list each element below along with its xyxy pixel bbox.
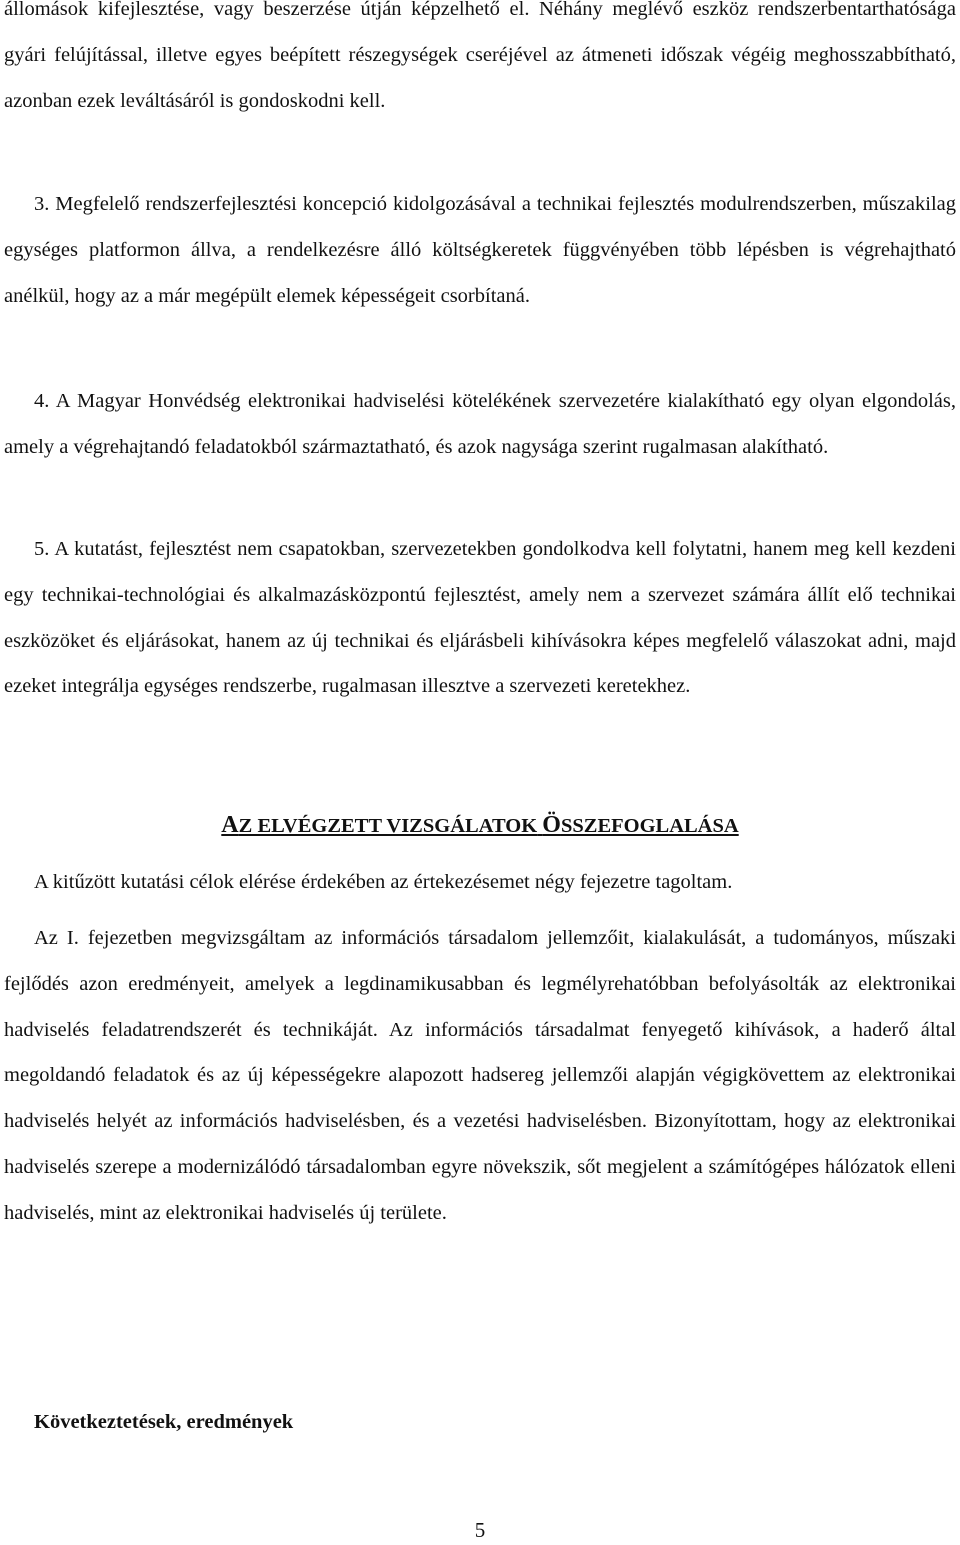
summary-intro-paragraph: A kitűzött kutatási célok elérése érdekében az értekezésemet négy fejezetre tagoltam. [34,871,733,893]
summary-heading-part-2: SSZEFOGLALÁSA [560,815,739,837]
summary-chapter-1-paragraph: Az I. fejezetben megvizsgáltam az információs társadalom jellemzőit, kialakulását, a tudományos, műszaki fejlődés azon eredményeit, amelyek a legdinamikusabban és legmélyrehatóbban befolyásolták az elektronikai hadviselés feladatrendszerét és technikáját. Az információs társadalmat fenyegető kihívások, a haderő által megoldandó feladatok és az új képességekre alapozott hadsereg jellemzői alapján végigkövettem az elektronikai hadviselés helyét az információs hadviselésben, és a vezetési hadviselésben. Bizonyítottam, hogy az elektronikai hadviselés szerepe a modernizálódó társadalomban egyre növekszik, sőt megjelent a számítógépes hálózatok elleni hadviselés, mint az elektronikai hadviselés új területe. [4,927,956,1224]
summary-heading-part-1: Z ELVÉGZETT VIZSGÁLATOK [238,815,538,837]
page-number: 5 [474,1518,486,1542]
paragraph-item-4: 4. A Magyar Honvédség elektronikai hadviselési kötelékének szervezetére kialakítható egy olyan elgondolás, amely a végrehajtandó feladatokból származtatható, és azok nagysága szerint rugalmasan alakítható. [4,390,956,458]
summary-heading-initial-2: Ö [542,812,561,838]
conclusions-heading: Következtetések, eredmények [34,1411,294,1433]
summary-heading-initial: A [221,812,239,838]
summary-heading [0,808,960,843]
paragraph-item-5: 5. A kutatást, fejlesztést nem csapatokban, szervezetekben gondolkodva kell folytatni, hanem meg kell kezdeni egy technikai-technológiai és alkalmazásközpontú fejlesztést, amely nem a szervezet számára állít elő technikai eszközöket és eljárásokat, hanem az új technikai és eljárásbeli kihívásokra képes megfelelő válaszokat adni, majd ezeket integrálja egységes rendszerbe, rugalmasan illesztve a szervezeti keretekhez. [4,538,956,698]
paragraph-continuation: állomások kifejlesztése, vagy beszerzése útján képzelhető el. Néhány meglévő eszköz rendszerbentarthatósága gyári felújítással, illetve egyes beépített részegységek cseréjével az átmeneti időszak végéig meghosszabbítható, azonban ezek leváltásáról is gondoskodni kell. [4,0,956,112]
paragraph-item-3: 3. Megfelelő rendszerfejlesztési koncepció kidolgozásával a technikai fejlesztés modulrendszerben, műszakilag egységes platformon állva, a rendelkezésre álló költségkeretek függvényében több lépésben is végrehajtható anélkül, hogy az a már megépült elemek képességeit csorbítaná. [4,193,956,307]
